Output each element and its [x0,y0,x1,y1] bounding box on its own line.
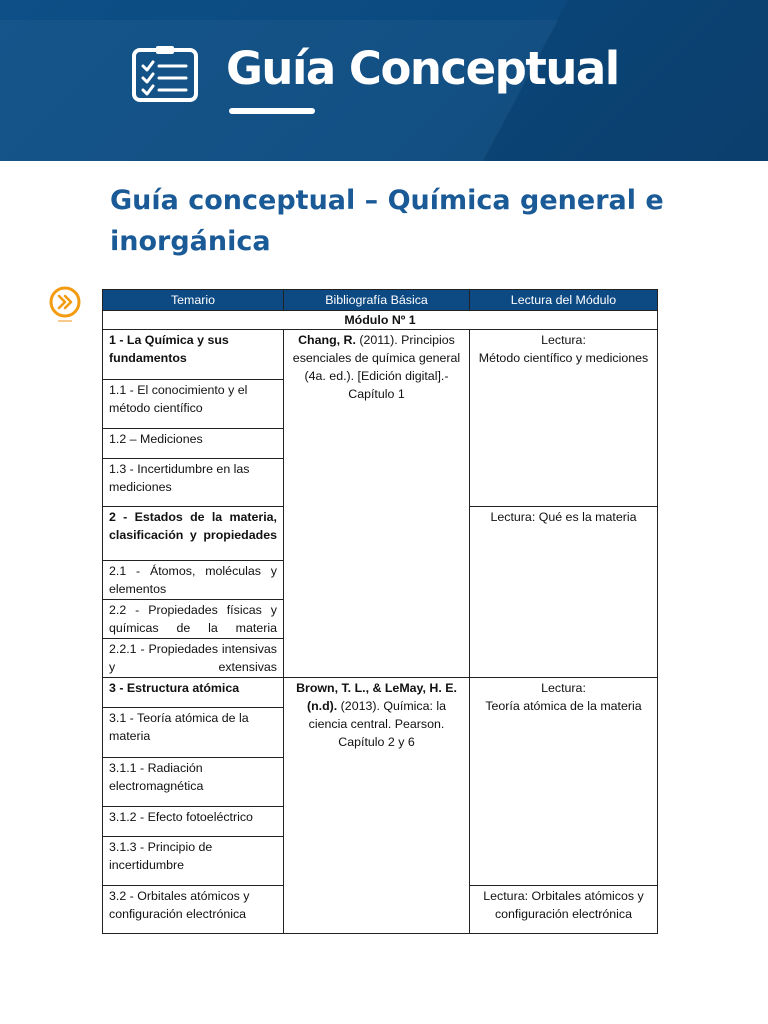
reading-cell: Lectura: Qué es la materia [470,507,658,678]
reading-cell: Lectura: Orbitales atómicos y configuración electrónica [470,886,658,934]
reading-cell [470,678,658,886]
header-banner [0,0,768,161]
reading-text: Método científico y mediciones [478,351,649,365]
reading-label: Lectura: [541,681,586,695]
topic-cell: 3.1.2 - Efecto fotoeléctrico [103,807,284,837]
column-header-temario: Temario [103,290,284,311]
topic-cell: 2 - Estados de la materia, clasificación y propiedades [103,507,284,561]
topic-cell: 1 - La Química y sus fundamentos [103,330,284,380]
topic-cell: 3.1.1 - Radiación electromagnética [103,758,284,807]
topic-cell: 2.1 - Átomos, moléculas y elementos [103,561,284,600]
topic-cell: 2.2.1 - Propiedades intensivas y extensivas [103,639,284,678]
reading-text: Teoría atómica de la materia [485,699,642,713]
topic-cell: 3.1.3 - Principio de incertidumbre [103,837,284,886]
bibliography-cell [284,330,470,678]
topic-cell: 3 - Estructura atómica [103,678,284,708]
column-header-lectura: Lectura del Módulo [470,290,658,311]
bibliography-author: Brown, T. L., & LeMay, H. E. (n.d). [296,681,457,713]
bibliography-author: Chang, R. [298,333,356,347]
reading-label: Lectura: [541,333,586,347]
topic-cell: 1.3 - Incertidumbre en las mediciones [103,459,284,507]
banner-title: Guía Conceptual [226,42,619,95]
topic-cell: 1.1 - El conocimiento y el método científico [103,380,284,429]
reading-cell [470,330,658,507]
double-chevron-icon [48,285,82,325]
module-label: Módulo Nº 1 [103,311,658,330]
concept-guide-table [102,289,658,934]
bibliography-cell [284,678,470,934]
checklist-icon [131,45,199,103]
topic-cell: 3.2 - Orbitales atómicos y configuración electrónica [103,886,284,934]
bibliography-text: (2011). Principios esenciales de química general (4a. ed.). [Edición digital].- Capítulo 1 [292,333,461,401]
banner-underline [229,108,315,114]
page-title: Guía conceptual – Química general e inorgánica [110,185,664,257]
topic-cell: 1.2 – Mediciones [103,429,284,459]
topic-cell: 2.2 - Propiedades físicas y químicas de la materia [103,600,284,639]
bibliography-text: (2013). Química: la ciencia central. Pearson. Capítulo 2 y 6 [308,699,447,749]
topic-cell: 3.1 - Teoría atómica de la materia [103,708,284,758]
column-header-bibliografia: Bibliografía Básica [284,290,470,311]
